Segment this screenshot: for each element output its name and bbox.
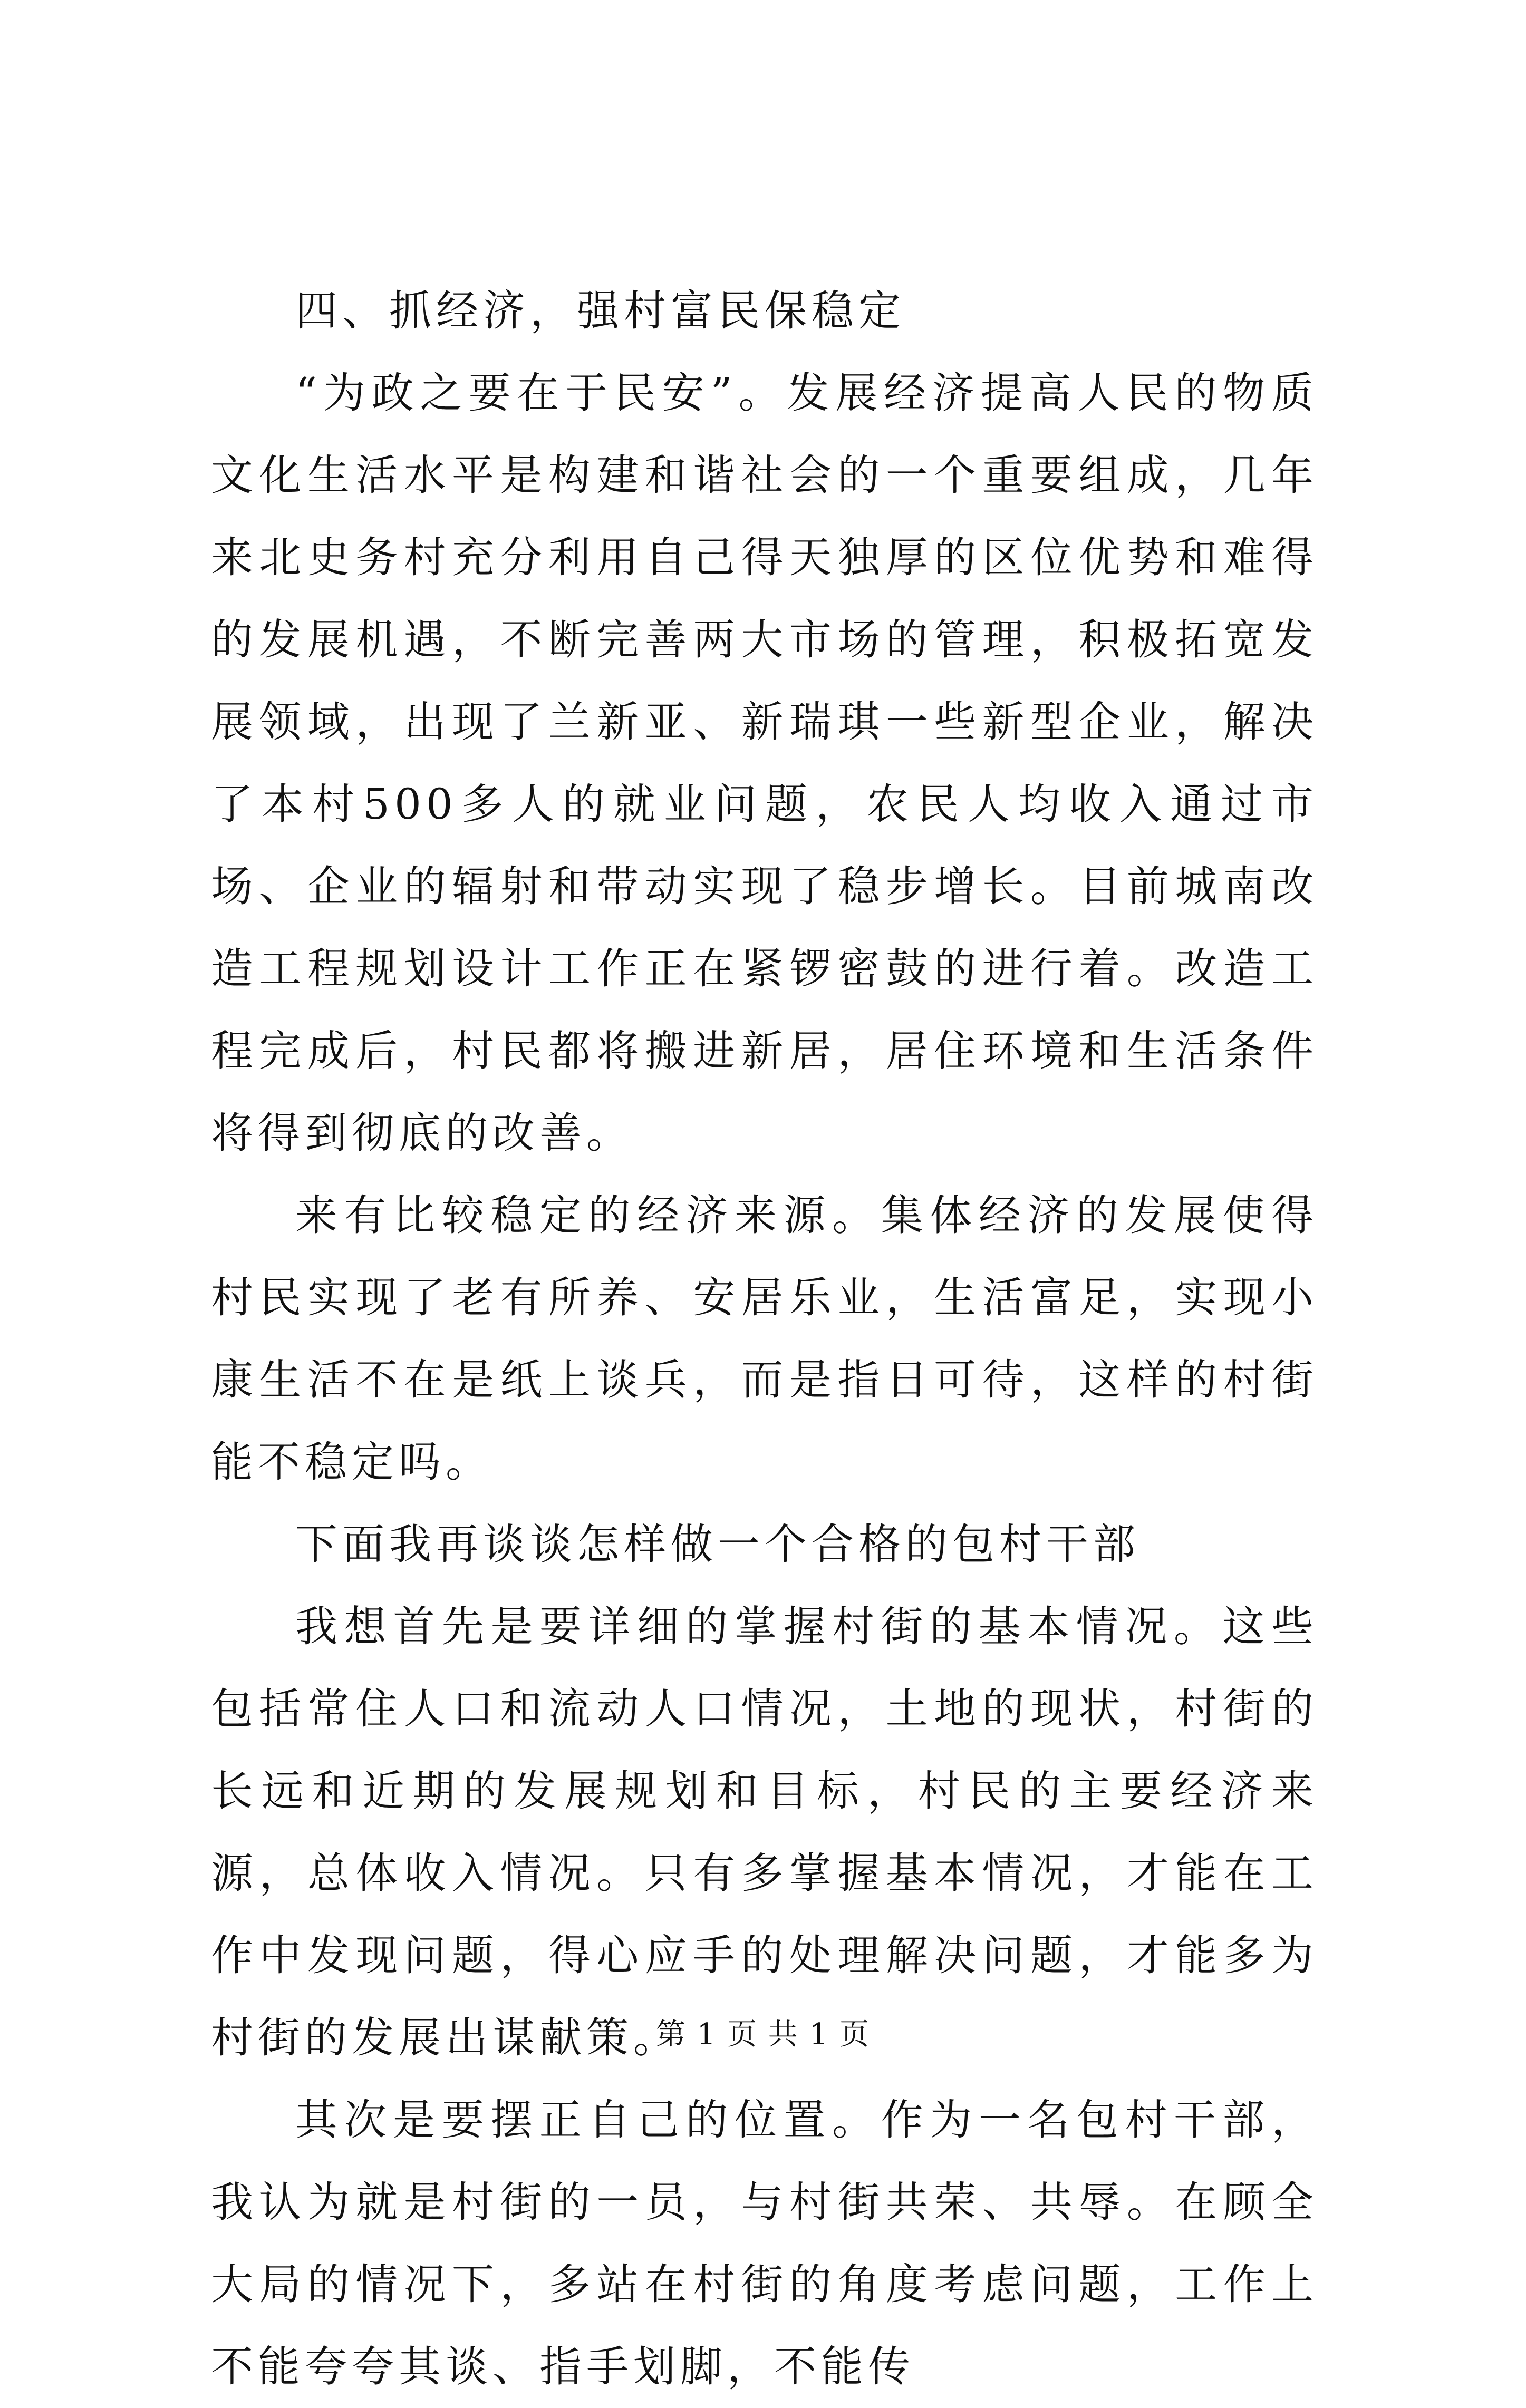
- paragraph-second-point: 其次是要摆正自己的位置。作为一名包村干部，我认为就是村街的一员，与村街共荣、共辱。在顾全大局的情况下，多站在村街的角度考虑问题，工作上不能夸夸其谈、指手划脚，不能传: [211, 2095, 1318, 2391]
- section-heading: 四、抓经济，强村富民保稳定: [295, 286, 905, 335]
- paragraph-cadre-intro: 下面我再谈谈怎样做一个合格的包村干部: [295, 1520, 1140, 1569]
- paragraph-income-source: 来有比较稳定的经济来源。集体经济的发展使得村民实现了老有所养、安居乐业，生活富足，实现小康生活不在是纸上谈兵，而是指日可待，这样的村街能不稳定吗。: [211, 1191, 1318, 1487]
- paragraph-economy: “为政之要在于民安”。发展经济提高人民的物质文化生活水平是构建和谐社会的一个重要组成，几年来北史务村充分利用自己得天独厚的区位优势和难得的发展机遇，不断完善两大市场的管理，积极拓宽发展领域，出现了兰新亚、新瑞琪一些新型企业，解决了本村500多人的就业问题，农民人均收入通过市场、企业的辐射和带动实现了稳步增长。目前城南改造工程规划设计工作正在紧锣密鼓的进行着。改造工程完成后，村民都将搬进新居，居住环境和生活条件将得到彻底的改善。: [211, 368, 1318, 1158]
- page-number-footer: 第 1 页 共 1 页: [655, 2017, 871, 2052]
- document-body: [211, 270, 1318, 2408]
- paragraph-first-point: 我想首先是要详细的掌握村街的基本情况。这些包括常住人口和流动人口情况，土地的现状，村街的长远和近期的发展规划和目标，村民的主要经济来源，总体收入情况。只有多掌握基本情况，才能在工作中发现问题，得心应手的处理解决问题，才能多为村街的发展出谋献策。: [211, 1602, 1318, 2062]
